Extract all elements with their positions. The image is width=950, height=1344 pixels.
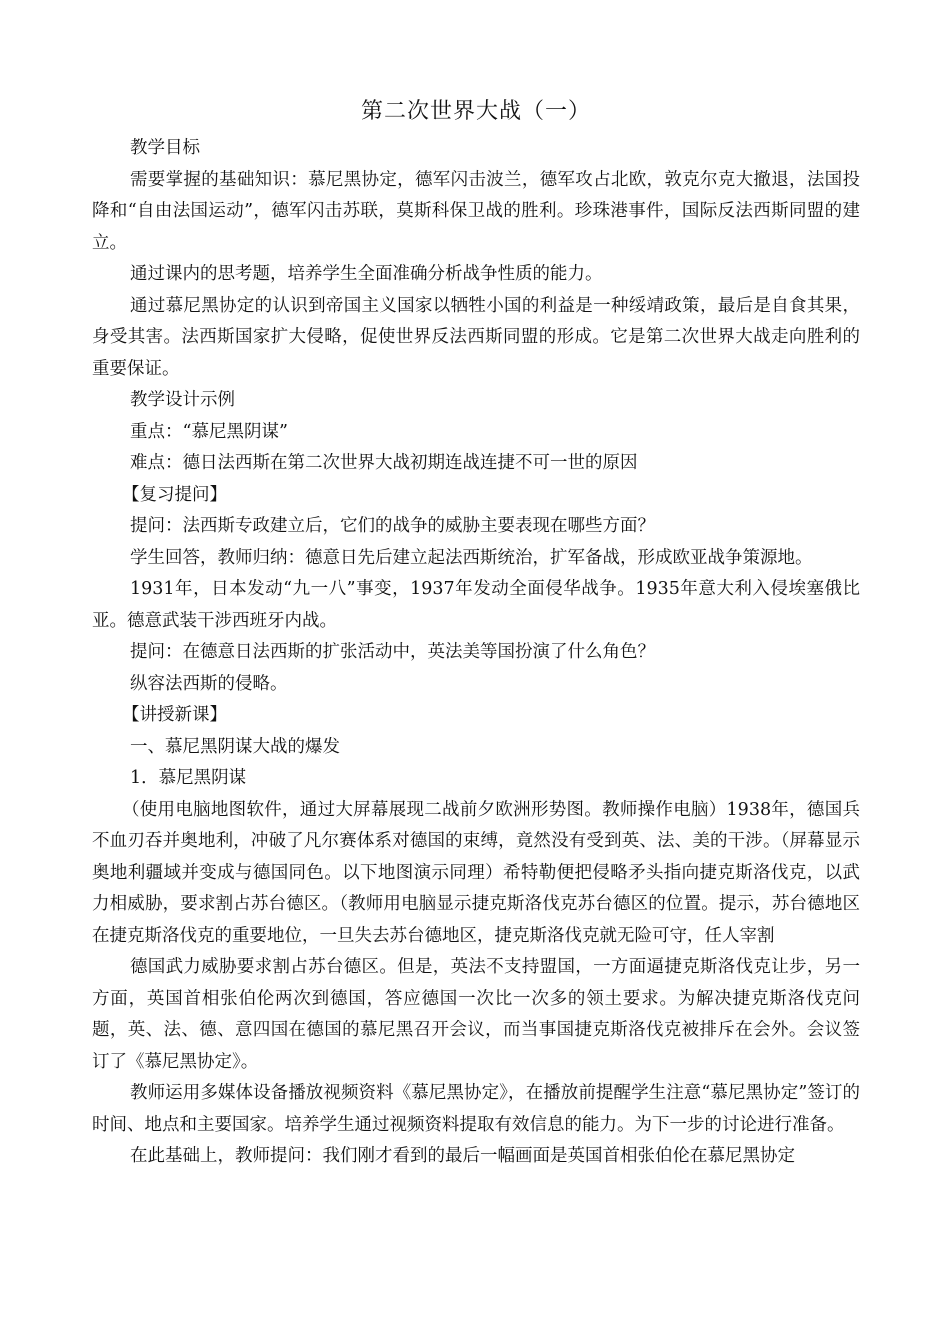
paragraph-video-materials: 教师运用多媒体设备播放视频资料《慕尼黑协定》，在播放前提醒学生注意“慕尼黑协定”签订的时间、地点和主要国家。培养学生通过视频资料提取有效信息的能力。为下一步的讨论进行准备。 — [92, 1083, 860, 1135]
paragraph-sudetenland: 德国武力威胁要求割占苏台德区。但是，英法不支持盟国，一方面逼捷克斯洛伐克让步，另一方面，英国首相张伯伦两次到德国，答应德国一次比一次多的领土要求。为解决捷克斯洛伐克问题，英、法、德、意四国在德国的慕尼黑召开会议，而当事国捷克斯洛伐克被排斥在会外。会议签订了《慕尼黑协定》。 — [92, 957, 860, 1072]
document-page — [92, 95, 860, 1173]
heading-teaching-goals: 教学目标 — [130, 138, 200, 158]
paragraph-analysis-ability: 通过课内的思考题，培养学生全面准确分析战争性质的能力。 — [130, 264, 603, 284]
paragraph-answer-2: 纵容法西斯的侵略。 — [130, 673, 288, 694]
heading-design-example: 教学设计示例 — [130, 390, 235, 410]
paragraph-map-demo: （使用电脑地图软件，通过大屏幕展现二战前夕欧洲形势图。教师操作电脑）1938年，德国兵不血刃吞并奥地利，冲破了凡尔赛体系对德国的束缚，竟然没有受到英、法、美的干涉。（屏幕显示奥地利疆域并变成与德国同色。以下地图演示同理）希特勒便把侵略矛头指向捷克斯洛伐克，以武力相威胁，要求割占苏台德区。（教师用电脑显示捷克斯洛伐克苏台德区的位置。提示，苏台德地区在捷克斯洛伐克的重要地位，一旦失去苏台德地区，捷克斯洛伐克就无险可守，任人宰割 — [92, 799, 860, 946]
paragraph-1931-events: 1931年，日本发动“九一八”事变，1937年发动全面侵华战争。1935年意大利入侵埃塞俄比亚。德意武装干涉西班牙内战。 — [92, 579, 860, 631]
heading-section-1: 一、慕尼黑阴谋大战的爆发 — [130, 736, 340, 757]
heading-subsection-1: 1．慕尼黑阴谋 — [130, 768, 247, 788]
paragraph-question-2: 提问：在德意日法西斯的扩张活动中，英法美等国扮演了什么角色？ — [130, 642, 655, 662]
paragraph-difficult-point: 难点：德日法西斯在第二次世界大战初期连战连捷不可一世的原因 — [130, 453, 638, 473]
heading-new-lesson: 【讲授新课】 — [122, 705, 227, 725]
paragraph-answer-1: 学生回答，教师归纳：德意日先后建立起法西斯统治，扩军备战，形成欧亚战争策源地。 — [130, 547, 813, 568]
paragraph-basic-knowledge: 需要掌握的基础知识：慕尼黑协定，德军闪击波兰，德军攻占北欧，敦克尔克大撤退，法国投降和“自由法国运动”，德军闪击苏联，莫斯科保卫战的胜利。珍珠港事件，国际反法西斯同盟的建立。 — [92, 169, 860, 253]
paragraph-teacher-question: 在此基础上，教师提问：我们刚才看到的最后一幅画面是英国首相张伯伦在慕尼黑协定 — [130, 1146, 795, 1166]
document-title: 第二次世界大战（一） — [360, 99, 591, 124]
heading-review-questions: 【复习提问】 — [122, 484, 227, 505]
paragraph-key-point: 重点：“慕尼黑阴谋” — [130, 421, 288, 442]
paragraph-munich-understanding: 通过慕尼黑协定的认识到帝国主义国家以牺牲小国的利益是一种绥靖政策，最后是自食其果，身受其害。法西斯国家扩大侵略，促使世界反法西斯同盟的形成。它是第二次世界大战走向胜利的重要保证。 — [92, 295, 860, 379]
paragraph-question-1: 提问：法西斯专政建立后，它们的战争的威胁主要表现在哪些方面？ — [130, 516, 655, 536]
